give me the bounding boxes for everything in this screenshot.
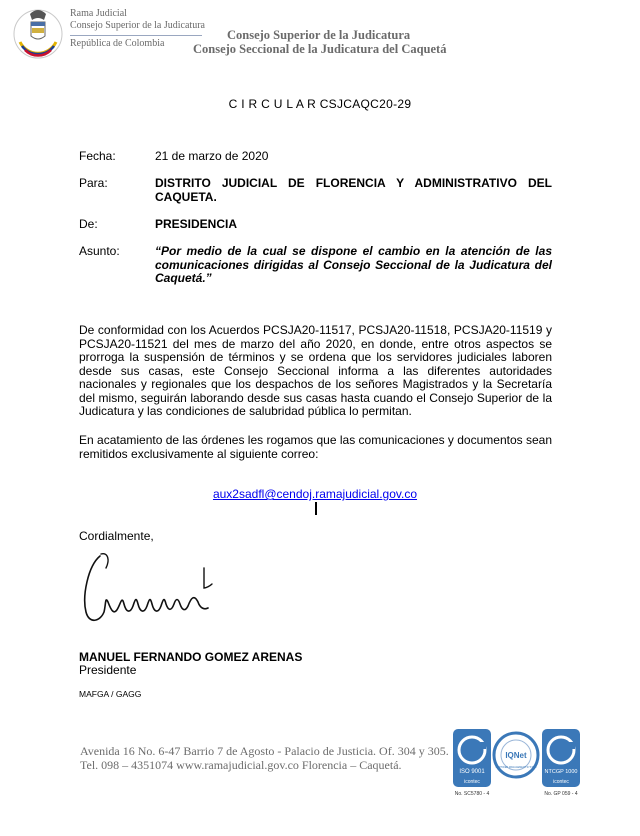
fecha-value: 21 de marzo de 2020 (155, 149, 269, 163)
de-value: PRESIDENCIA (155, 217, 238, 231)
coat-of-arms-icon (10, 4, 66, 60)
iso-9001-name: ISO 9001 (459, 769, 485, 775)
footer-address: Avenida 16 No. 6-47 Barrio 7 de Agosto - Palacio de Justicia. Of. 304 y 305. (80, 744, 449, 758)
iqnet-cert-icon (492, 728, 540, 784)
para-label: Para: (79, 176, 108, 190)
body-paragraph-2: En acatamiento de las órdenes les rogamos que las comunicaciones y documentos sean remitidos exclusivamente al siguiente correo: (79, 433, 552, 461)
ntcgp-number: No. GP 059 - 4 (544, 791, 578, 797)
brand-line-republica: República de Colombia (70, 38, 165, 49)
de-label: De: (79, 217, 98, 231)
para-value: DISTRITO JUDICIAL DE FLORENCIA Y ADMINISTRATIVO DEL CAQUETA. (155, 176, 552, 204)
iso-9001-issuer: icontec (464, 779, 480, 785)
asunto-label: Asunto: (79, 244, 120, 258)
email-link[interactable]: aux2sadfl@cendoj.ramajudicial.gov.co (212, 487, 418, 501)
iso-9001-number: No. SC5780 - 4 (454, 791, 490, 797)
body-paragraph-1: De conformidad con los Acuerdos PCSJA20-11517, PCSJA20-11518, PCSJA20-11519 y PCSJA20-11521 del mes de marzo del año 2020, en donde, entre otros aspectos se prorroga la suspensión de términos y se ordena que los servidores judiciales laboren desde sus casas, este Consejo Seccional informa a las diferentes autoridades nacionales y regionales que los despachos de los señores Magistrados y la Secretaría del mismo, seguirán laborando desde sus casas hasta cuando el Consejo Superior de la Judicatura y las condiciones de salubridad pública lo permitan. (79, 323, 552, 418)
brand-divider (70, 35, 202, 36)
ntcgp-issuer: icontec (553, 779, 569, 785)
text-cursor (315, 502, 317, 515)
footer-contact: Tel. 098 – 4351074 www.ramajudicial.gov.co Florencia – Caquetá. (80, 758, 402, 772)
iqnet-issuer: CERTIFIED MANAGEMENT SYSTEM (495, 766, 537, 769)
iso-9001-cert-icon (452, 728, 492, 798)
ntcgp-name: NTCGP 1000 (544, 769, 578, 775)
ntcgp-1000-cert-icon (541, 728, 581, 798)
header-title-superior: Consejo Superior de la Judicatura (227, 28, 411, 42)
header-title-seccional: Consejo Seccional de la Judicatura del Caquetá (193, 42, 447, 56)
handwritten-signature (78, 548, 228, 630)
brand-line-rama-judicial: Rama Judicial (70, 8, 127, 19)
signer-role: Presidente (79, 663, 137, 677)
fecha-label: Fecha: (79, 149, 116, 163)
brand-line-consejo: Consejo Superior de la Judicatura (70, 20, 205, 31)
asunto-value: “Por medio de la cual se dispone el cambio en la atención de las comunicaciones dirigidas al Consejo Seccional de la Judicatura del Caquetá.” (155, 244, 552, 285)
closing-text: Cordialmente, (79, 529, 154, 543)
initials: MAFGA / GAGG (79, 689, 142, 699)
iqnet-name: IQNet (505, 751, 527, 760)
circular-title: C I R C U L A R CSJCAQC20-29 (228, 97, 412, 111)
signer-name: MANUEL FERNANDO GOMEZ ARENAS (79, 650, 303, 664)
